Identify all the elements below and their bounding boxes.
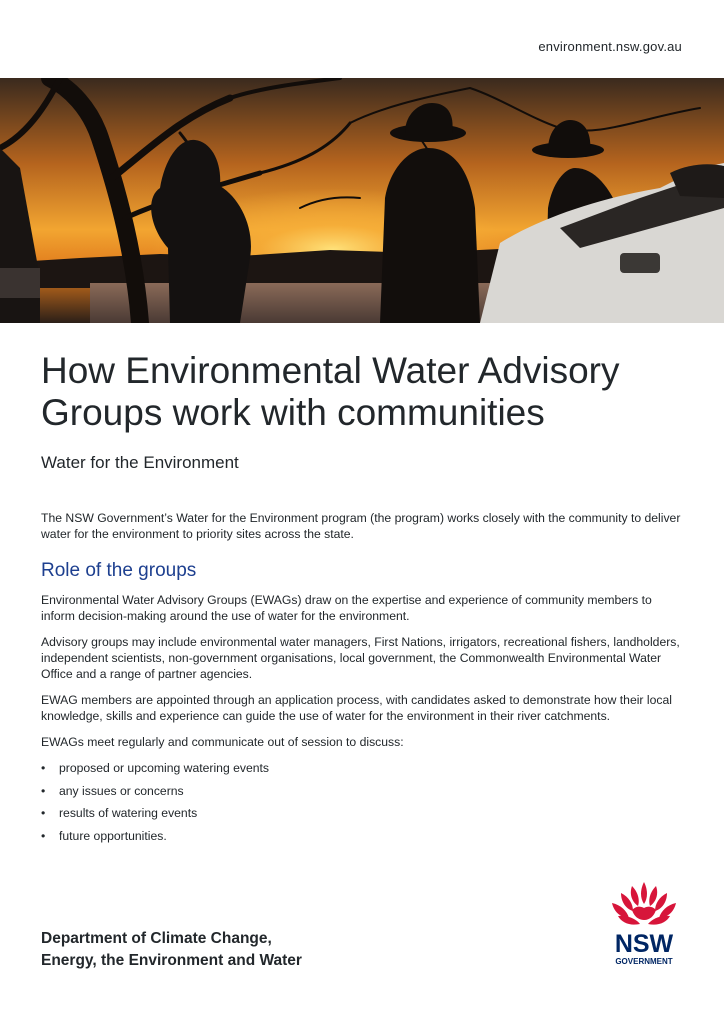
list-item xyxy=(41,760,686,776)
list-item xyxy=(41,783,686,799)
list-item xyxy=(41,828,686,844)
department-line: Department of Climate Change, xyxy=(41,930,272,947)
page-title: How Environmental Water Advisory Groups work with communities xyxy=(41,350,620,433)
department-line: Energy, the Environment and Water xyxy=(41,952,302,969)
section-heading: Role of the groups xyxy=(41,560,197,581)
paragraph: Advisory groups may include environmental water managers, First Nations, irrigators, recreational fishers, landholders, independent scientists, non-government organisations, local government, the Commonwealth Environmental Water Office and a range of partner agencies. xyxy=(41,635,680,681)
bullet-list xyxy=(41,760,686,844)
bullet-icon: • xyxy=(41,761,46,775)
section-content xyxy=(41,592,686,850)
bullet-icon: • xyxy=(41,783,46,798)
bullet-icon: • xyxy=(41,806,46,820)
hero-image xyxy=(0,78,724,323)
list-item-text: proposed or upcoming watering events xyxy=(59,761,270,775)
bullet-icon: • xyxy=(41,828,46,843)
page-subtitle: Water for the Environment xyxy=(41,453,239,472)
list-item xyxy=(41,805,686,821)
list-item-text: any issues or concerns xyxy=(59,783,184,798)
nsw-government-logo xyxy=(602,878,686,970)
waratah-icon xyxy=(612,882,676,925)
list-item-text: future opportunities. xyxy=(59,828,167,843)
paragraph: EWAG members are appointed through an application process, with candidates asked to demonstrate how their local knowledge, skills and experience can guide the use of water for the environment in their river catchments. xyxy=(41,693,672,723)
intro-paragraph: The NSW Government’s Water for the Environment program (the program) works closely with the community to deliver water for the environment to priority sites across the state. xyxy=(41,511,681,541)
department-name xyxy=(41,928,361,972)
site-url[interactable]: environment.nsw.gov.au xyxy=(538,39,682,54)
logo-text: NSW xyxy=(614,930,674,958)
logo-subtext: GOVERNMENT xyxy=(615,957,673,966)
list-item-text: results of watering events xyxy=(59,806,198,820)
paragraph: EWAGs meet regularly and communicate out of session to discuss: xyxy=(41,735,404,749)
paragraph: Environmental Water Advisory Groups (EWAGs) draw on the expertise and experience of community members to inform decision-making around the use of water for the environment. xyxy=(41,593,652,623)
sunset-silhouette-photo xyxy=(0,78,724,323)
